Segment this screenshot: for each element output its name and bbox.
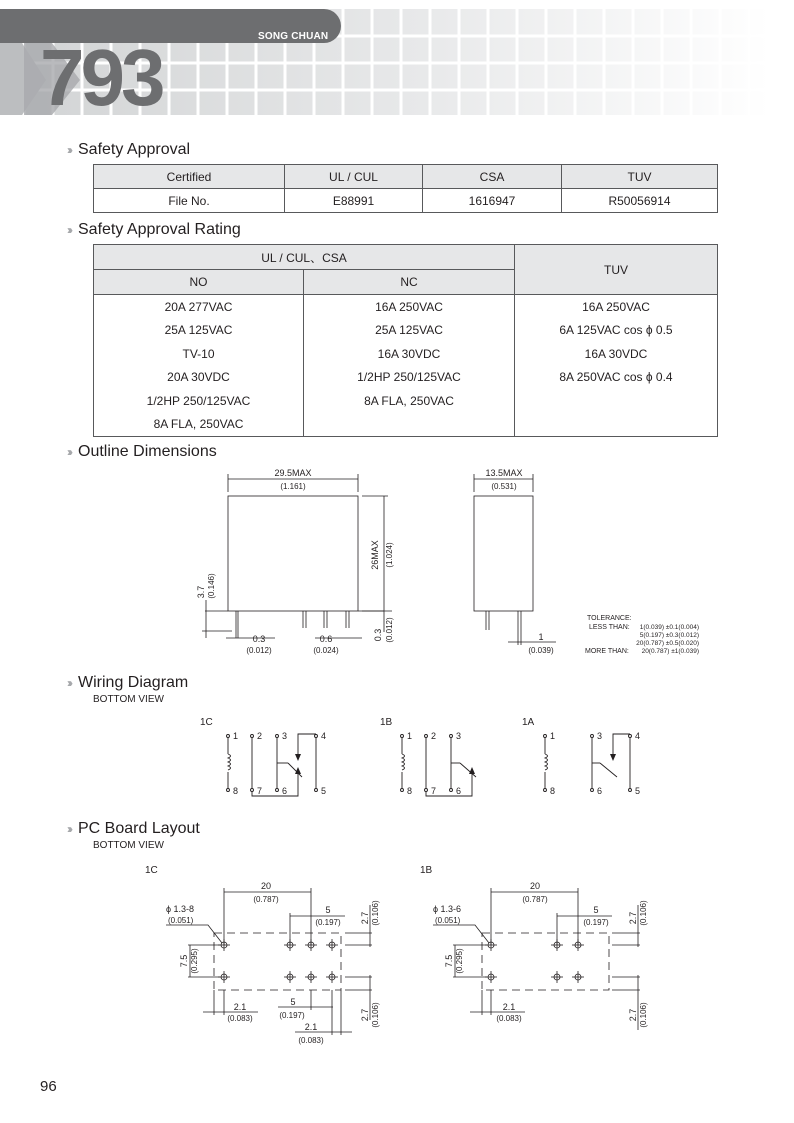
header-tuv: TUV (515, 245, 718, 295)
dim-margin-top: 2.7 (628, 911, 638, 925)
dim-depth: 13.5MAX (485, 468, 523, 478)
dim-edge-bottom-in: (0.083) (298, 1036, 324, 1045)
pin-label: 7 (431, 786, 437, 796)
pin-label: 1 (407, 731, 413, 741)
pin-label: 6 (456, 786, 462, 796)
pin-label: 2 (257, 731, 263, 741)
dim-pitch-bottom: 5 (290, 997, 296, 1007)
chevron-icon: ››› (67, 676, 70, 690)
section-safety-approval (67, 141, 190, 159)
table-cell: R50056914 (562, 189, 718, 213)
group-header-ul-csa: UL / CUL、CSA (94, 245, 515, 270)
header-cell: CSA (423, 165, 562, 189)
wiring-1a (522, 717, 640, 796)
dim-edge: 2.1 (502, 1002, 516, 1012)
dim-height: 26MAX (370, 540, 380, 570)
relay-body-side (474, 496, 533, 611)
chevron-icon: ››› (67, 143, 70, 157)
dim-pin-length: 3.7 (196, 585, 206, 599)
section-pcb-layout (67, 820, 200, 838)
section-outline-dimensions (67, 443, 217, 461)
dim-margin-bottom: 2.7 (360, 1008, 370, 1022)
section-title: Wiring Diagram (78, 674, 189, 691)
pin-label: 5 (635, 786, 641, 796)
rating-item: 6A 125VAC cos ϕ 0.5 (559, 323, 673, 338)
tolerance-less-2: 5(0.197) ±0.3(0.012) (639, 632, 699, 639)
dim-pitch-in: (0.197) (315, 918, 341, 927)
dim-span-in: (0.787) (253, 895, 279, 904)
dim-row: 7.5 (179, 954, 189, 968)
dim-pin-width-in: (0.039) (528, 646, 554, 655)
pin-label: 4 (635, 731, 641, 741)
dim-margin-bottom-in: (0.106) (371, 1002, 380, 1028)
safety-rating-table (93, 244, 718, 437)
safety-approval-table (93, 164, 718, 213)
pin-label: 3 (597, 731, 603, 741)
rating-item: 8A 250VAC cos ϕ 0.4 (559, 370, 673, 385)
pin-label: 4 (321, 731, 327, 741)
rating-item: 16A 30VDC (584, 346, 648, 361)
header-nc: NC (304, 270, 515, 295)
tolerance-title: TOLERANCE: (587, 615, 632, 622)
section-safety-rating (67, 221, 241, 239)
rating-item: 20A 277VAC (164, 300, 233, 314)
dim-row: 7.5 (444, 954, 454, 968)
pcb-1c (145, 865, 380, 1045)
dim-margin-bottom-in: (0.106) (639, 1002, 648, 1028)
section-title: PC Board Layout (78, 820, 200, 837)
dim-margin-top: 2.7 (360, 911, 370, 925)
dim-margin-top-in: (0.106) (639, 900, 648, 926)
dim-margin-bottom: 2.7 (628, 1008, 638, 1022)
table-cell: 1616947 (423, 189, 562, 213)
variant-label: 1A (522, 717, 535, 728)
pin-label: 6 (282, 786, 288, 796)
dim-height-in: (1.024) (385, 542, 394, 568)
wiring-1c (200, 717, 326, 796)
table-cell: E88991 (285, 189, 423, 213)
dim-edge-in: (0.083) (227, 1014, 253, 1023)
tolerance-more: 20(0.787) ±1(0.039) (641, 648, 699, 655)
section-title: Outline Dimensions (78, 443, 217, 460)
pin-label: 6 (597, 786, 603, 796)
pin-label: 2 (431, 731, 437, 741)
tolerance-less-1: 1(0.039) ±0.1(0.004) (639, 624, 699, 631)
rating-item: 1/2HP 250/125VAC (357, 370, 461, 385)
pin-label: 8 (233, 786, 239, 796)
dim-depth-in: (0.531) (491, 482, 517, 491)
dim-edge-in: (0.083) (496, 1014, 522, 1023)
dim-d3-in: (0.012) (385, 617, 394, 643)
pin-label: 8 (407, 786, 413, 796)
pin-label: 3 (456, 731, 462, 741)
dim-width: 29.5MAX (274, 468, 312, 478)
dim-margin-top-in: (0.106) (371, 900, 380, 926)
hole-diameter-in: (0.051) (435, 916, 461, 925)
pin-label: 1 (233, 731, 239, 741)
wiring-1b (380, 717, 476, 796)
no-ratings-cell (94, 295, 304, 437)
tolerance-less-3: 20(0.787) ±0.5(0.020) (636, 640, 699, 647)
hole-diameter-in: (0.051) (168, 916, 194, 925)
hole-diameter: ϕ 1.3-8 (166, 904, 195, 914)
dim-pitch-in: (0.197) (583, 918, 609, 927)
dim-pin-length-in: (0.146) (207, 573, 216, 599)
section-wiring-diagram (67, 674, 188, 692)
pin-label: 8 (550, 786, 556, 796)
variant-label: 1C (145, 865, 158, 876)
rating-item: 16A 250VAC (375, 300, 443, 314)
rating-item: TV-10 (182, 346, 215, 361)
dim-row-in: (0.295) (455, 948, 464, 974)
dim-pitch: 5 (593, 905, 599, 915)
rating-item: 8A FLA, 250VAC (364, 393, 454, 408)
rating-item: 16A 30VDC (377, 346, 441, 361)
header-cell: UL / CUL (285, 165, 423, 189)
dim-pitch: 5 (325, 905, 331, 915)
outline-drawing (0, 460, 794, 670)
dim-d3: 0.3 (373, 628, 383, 642)
dim-d1: 0.3 (252, 634, 266, 644)
dim-span: 20 (529, 881, 541, 891)
dim-row-in: (0.295) (190, 948, 199, 974)
rating-item: 25A 125VAC (164, 323, 233, 338)
dim-width-in: (1.161) (280, 482, 306, 491)
dim-d1-in: (0.012) (246, 646, 272, 655)
dim-pitch-bottom-in: (0.197) (279, 1011, 305, 1020)
tolerance-more-label: MORE THAN: (585, 648, 629, 655)
brand-name: SONG CHUAN (258, 31, 329, 42)
dim-edge: 2.1 (233, 1002, 247, 1012)
table-row (94, 189, 718, 213)
chevron-icon: ››› (67, 223, 70, 237)
chevron-icon: ››› (67, 822, 70, 836)
pin-label: 3 (282, 731, 288, 741)
dim-d2-in: (0.024) (313, 646, 339, 655)
section-title: Safety Approval (78, 141, 191, 158)
tolerance-less-label: LESS THAN: (589, 624, 630, 631)
variant-label: 1B (420, 865, 433, 876)
pin-label: 1 (550, 731, 556, 741)
dim-d2: 0.6 (319, 634, 333, 644)
wiring-subtitle: BOTTOM VIEW (93, 694, 164, 705)
chevron-icon: ››› (67, 445, 70, 459)
relay-body-front (228, 496, 358, 611)
pin-label: 5 (321, 786, 327, 796)
page-number: 96 (40, 1078, 57, 1095)
pcb-layouts (0, 855, 794, 1055)
model-number: 793 (40, 33, 162, 122)
rating-item: 25A 125VAC (375, 323, 443, 338)
dim-span-in: (0.787) (522, 895, 548, 904)
hole-diameter: ϕ 1.3-6 (433, 904, 462, 914)
variant-label: 1C (200, 717, 213, 728)
pcb-subtitle: BOTTOM VIEW (93, 840, 164, 851)
header-cell: Certified (94, 165, 285, 189)
wiring-diagrams (0, 710, 794, 810)
tuv-ratings-cell (515, 295, 718, 437)
variant-label: 1B (380, 717, 393, 728)
dim-pin-width: 1 (538, 632, 544, 642)
nc-ratings-cell (304, 295, 515, 437)
table-header-row (94, 165, 718, 189)
pin-label: 7 (257, 786, 263, 796)
pcb-1b (420, 865, 648, 1030)
rating-item: 8A FLA, 250VAC (153, 416, 244, 431)
rating-item: 1/2HP 250/125VAC (146, 393, 251, 408)
header-no: NO (94, 270, 304, 295)
table-cell: File No. (94, 189, 285, 213)
dim-span: 20 (260, 881, 272, 891)
rating-item: 20A 30VDC (167, 370, 230, 385)
header-cell: TUV (562, 165, 718, 189)
rating-item: 16A 250VAC (582, 300, 650, 314)
dim-edge-bottom: 2.1 (304, 1022, 318, 1032)
section-title: Safety Approval Rating (78, 221, 241, 238)
